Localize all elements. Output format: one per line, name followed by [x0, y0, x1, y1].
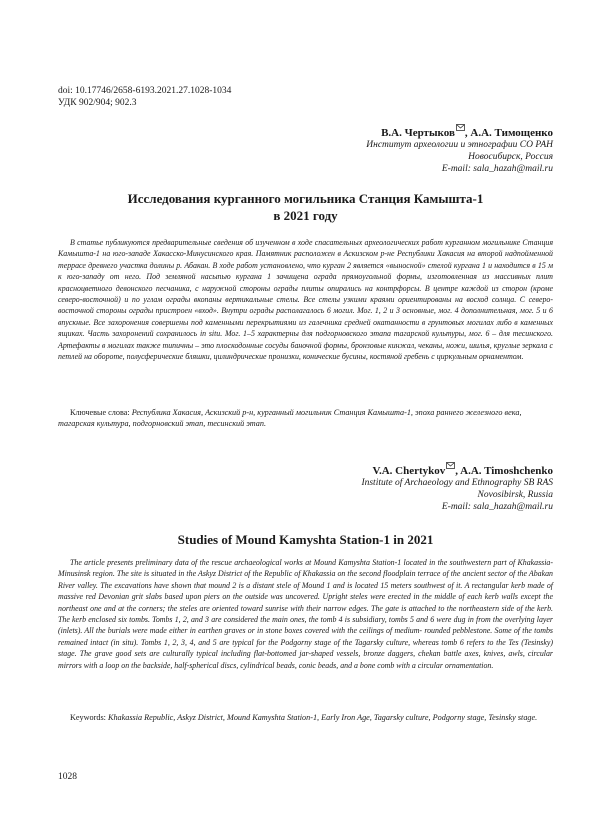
page-number: 1028 — [58, 772, 77, 782]
ru-keywords — [58, 407, 553, 430]
ru-author-1: В.А. Чертыков — [381, 127, 455, 139]
en-city: Novosibirsk, Russia — [477, 490, 553, 500]
en-email: E-mail: sala_hazah@mail.ru — [441, 502, 553, 512]
en-author-1: V.A. Chertykov — [372, 465, 446, 477]
envelope-icon — [446, 462, 455, 469]
ru-title-line-2: в 2021 году — [273, 208, 338, 223]
ru-title — [58, 190, 553, 224]
ru-keywords-label: Ключевые слова: — [70, 408, 132, 417]
doi: doi: 10.17746/2658-6193.2021.27.1028-1034 — [58, 86, 232, 96]
en-keywords-values: Khakassia Republic, Askyz District, Mound Kamyshta Station-1, Early Iron Age, Tagarsky culture, Podgorny stage, Tesinsky stage. — [107, 713, 538, 722]
en-keywords-label: Keywords: — [70, 713, 108, 722]
ru-authors — [381, 124, 553, 139]
article-meta — [58, 85, 231, 109]
ru-author-2: , А.А. Тимощенко — [464, 127, 553, 139]
ru-abstract: В статье публикуются предварительные сведения об изученном в ходе спасательных археологических работ курганном могильнике Станция Камышта-1 на юго-западе Хакасско-Минусинского края. Памятник расположен в Аскизском р-не Республики Хакасия на второй надпойменной террасе древнего участка долины р. Абакан. В ходе работ установлено, что курган 2 является «выносной» стелой кургана 1 и находится в 15 м к юго-западу от него. Под земляной насыпью кургана 1 зачищена ограда прямоугольной формы, изготовленная из массивных плит красноцветного девонского песчаника, с наружной стороны ограды плиты опирались на контрфорсы. В центре каждой из сторон (кроме северо-восточной) и по углам ограды вкопаны вертикальные стелы. Все стелы узкими краями ориентированы на восход солнца. С северо-восточной стороны ограды пристроен «вход». Внутри ограды располагалось 6 могил. Мог. 1, 2 и 3 основные, мог. 4 дополнительная, мог. 5 и 6 впускные. Все захоронения совершены под каменными перекрытиями из галечника средней окатанности в грунтовых могилах либо в каменных ящиках. Часть захоронений сохранилось in situ. Мог. 1–5 характерны для подгорновского этапа тагарской культуры, мог. 6 – для тесинского. Артефакты в могилах также типичны – это плоскодонные сосуды баночной формы, бронзовые кинжал, чеканы, ножи, шилья, круглые зеркала с петлей на обороте, полусферические бляшки, цилиндрические пронизки, конические бусины, костяной гребень с циркульным орнаментом. — [58, 238, 553, 362]
en-title: Studies of Mound Kamyshta Station-1 in 2021 — [177, 532, 434, 547]
ru-keywords-values: Республика Хакасия, Аскизский р-н, курганный могильник Станция Камышта-1, эпоха раннего железного века, тагарская культура, подгорновский этап, тесинский этап. — [58, 408, 522, 429]
ru-city: Новосибирск, Россия — [468, 152, 553, 162]
ru-title-line-1: Исследования курганного могильника Станция Камышта-1 — [127, 191, 484, 206]
ru-institute: Институт археологии и этнографии СО РАН — [366, 140, 553, 150]
en-keywords — [58, 712, 553, 723]
ru-email: E-mail: sala_hazah@mail.ru — [441, 164, 553, 174]
en-abstract: The article presents preliminary data of the rescue archaeological works at Mound Kamyshta Station-1 located in the southwestern part of Khakassia-Minusinsk region. The site is situated in the Askyz District of the Republic of Khakassia on the second floodplain terrace of the ancient sector of the Abakan River valley. The excavations have shown that mound 2 is a distant stele of Mound 1 and is located 15 meters southwest of it. A rectangular kerb made of massive red Devonian grit slabs based upon piers on the outside was uncovered. Upright steles were erected in the middle of each kerb walls except the northeast one and at the corners; the steles are oriented toward sunrise with their narrow edges. The gate is attached to the northeastern side of the kerb. The kerb enclosed six tombs. Tombs 1, 2, and 3 are considered the main ones, the tomb 4 is subsidiary, tombs 5 and 6 were dug in from the overlying layer (inlets). All the burials were made either in earthen graves or in stone boxes covered with the ceilings of medium- rounded pebblestone. Some of the tombs remained intact (in situ). Tombs 1, 2, 3, 4, and 5 are typical for the Podgorny stage of the Tagarsky culture, whereas tomb 6 refers to the Tes (Tesinsky) stage. The grave good sets are culturally typical including flat-bottomed jar-shaped vessels, bronze daggers, chekan battle axes, knives, awls, circular mirrors with a loop on the backside, half-spherical discs, cylindrical beads, conic beads, and a bone comb with a circular ornamentation. — [58, 558, 553, 670]
envelope-icon — [456, 124, 465, 131]
en-affiliation — [361, 477, 553, 513]
en-author-2: , A.A. Timoshchenko — [455, 465, 553, 477]
en-authors — [372, 462, 553, 477]
udk: УДК 902/904; 902.3 — [58, 98, 137, 108]
en-institute: Institute of Archaeology and Ethnography SB RAS — [361, 478, 553, 488]
ru-affiliation — [366, 139, 553, 175]
